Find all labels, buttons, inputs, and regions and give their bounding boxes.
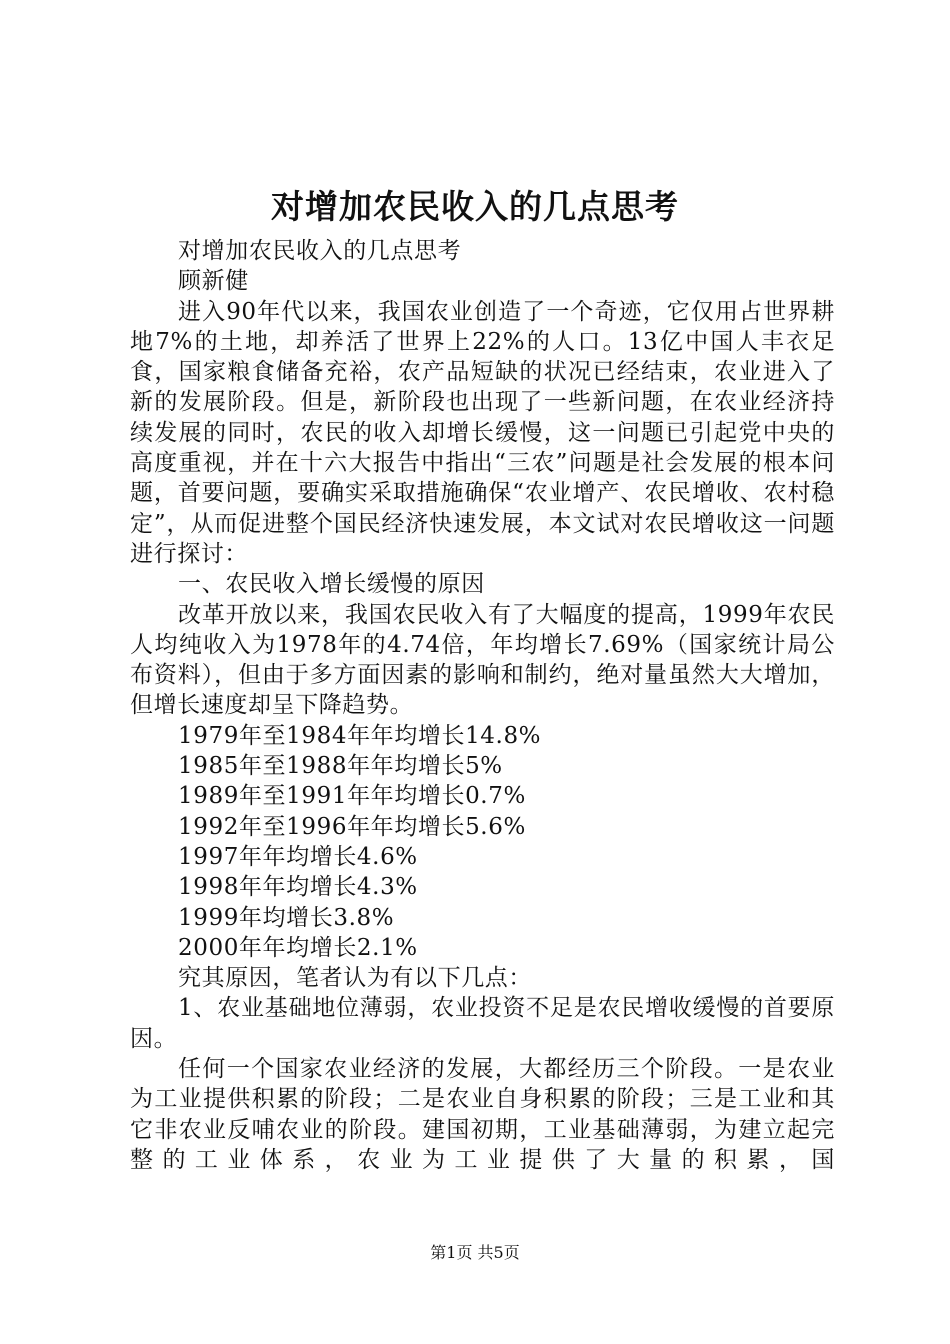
page-footer: 第1页 共5页 xyxy=(430,1243,520,1262)
body-paragraph: 究其原因，笔者认为有以下几点： xyxy=(178,965,532,992)
author-name: 顾新健 xyxy=(178,268,249,295)
growth-rate-line: 1997年年均增长4.6% xyxy=(178,843,418,870)
growth-rate-line: 1999年均增长3.8% xyxy=(178,904,395,931)
body-paragraph: 对增加农民收入的几点思考 xyxy=(178,238,462,264)
growth-rate-line: 1985年至1988年年均增长5% xyxy=(178,753,503,780)
document-body xyxy=(130,236,835,1175)
growth-rate-line: 1989年至1991年年均增长0.7% xyxy=(178,783,526,810)
growth-rate-line: 1998年年均增长4.3% xyxy=(178,874,418,901)
growth-rate-line: 1992年至1996年年均增长5.6% xyxy=(178,813,526,840)
body-paragraph: 任何一个国家农业经济的发展，大都经历三个阶段。一是农业为工业提供积累的阶段；二是农业自身积累的阶段；三是工业和其它非农业反哺农业的阶段。建国初期，工业基础薄弱，为建立起完整的工业体系，农业为工业提供了大量的积累，国 xyxy=(130,1056,835,1173)
body-paragraph: 进入90年代以来，我国农业创造了一个奇迹，它仅用占世界耕地7%的土地，却养活了世界上22%的人口。13亿中国人丰衣足食，国家粮食储备充裕，农产品短缺的状况已经结束，农业进入了新的发展阶段。但是，新阶段也出现了一些新问题，在农业经济持续发展的同时，农民的收入却增长缓慢，这一问题已引起党中央的高度重视，并在十六大报告中指出“三农”问题是社会发展的根本问题，首要问题，要确实采取措施确保“农业增产、农民增收、农村稳定”，从而促进整个国民经济快速发展，本文试对农民增收这一问题进行探讨： xyxy=(130,298,835,567)
body-paragraph: 改革开放以来，我国农民收入有了大幅度的提高，1999年农民人均纯收入为1978年的4.74倍，年均增长7.69%（国家统计局公布资料），但由于多方面因素的影响和制约，绝对量虽然大大增加，但增长速度却呈下降趋势。 xyxy=(130,601,835,719)
subsection-heading: 1、农业基础地位薄弱，农业投资不足是农民增收缓慢的首要原因。 xyxy=(130,995,835,1052)
growth-rate-line: 1979年至1984年年均增长14.8% xyxy=(178,722,542,749)
section-heading: 一、农民收入增长缓慢的原因 xyxy=(178,571,485,598)
document-title: 对增加农民收入的几点思考 xyxy=(271,187,679,226)
growth-rate-line: 2000年年均增长2.1% xyxy=(178,934,418,961)
